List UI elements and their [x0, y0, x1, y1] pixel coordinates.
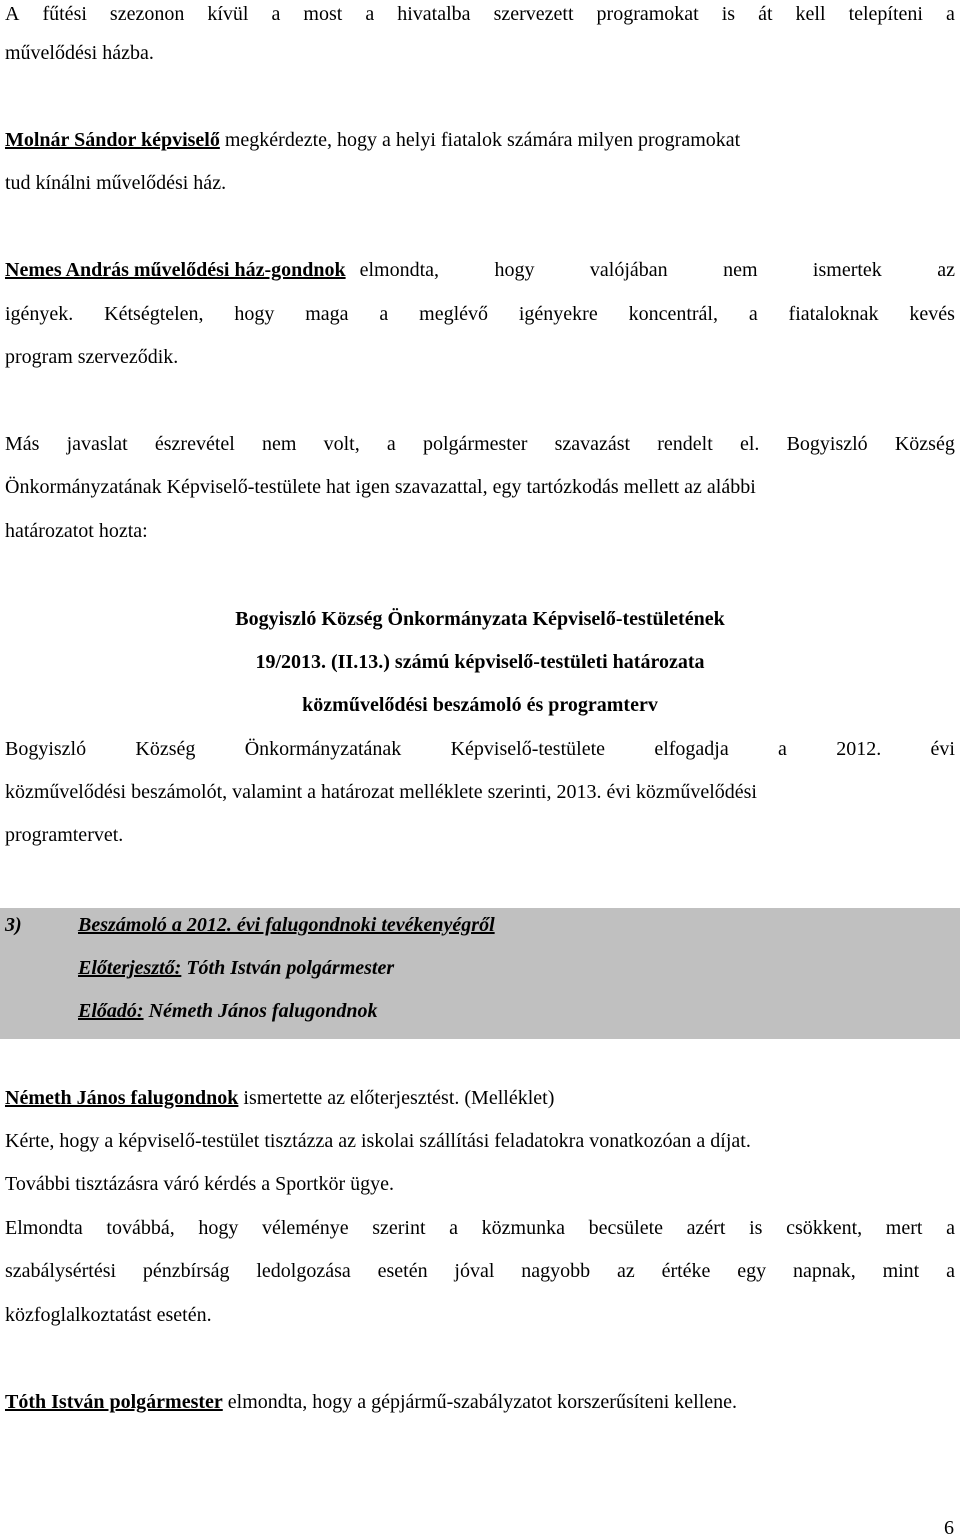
- word: a: [365, 3, 375, 25]
- resolution-line2: közművelődési beszámolót, valamint a határozat melléklete szerinti, 2013. évi közművelődési: [5, 781, 757, 803]
- p3-line1-words: [360, 258, 955, 282]
- agenda-title: Beszámoló a 2012. évi falugondnoki tevékenyégről: [78, 914, 495, 936]
- agenda-presenter: [78, 956, 394, 980]
- word: programokat: [596, 3, 699, 25]
- resolution-title-2: 19/2013. (II.13.) számú képviselő-testületi határozata: [255, 651, 705, 673]
- word: is: [721, 3, 736, 25]
- p1-line2: művelődési házba.: [5, 42, 154, 64]
- p5-line1: [5, 1086, 554, 1110]
- word: most: [303, 3, 343, 25]
- word: mert: [885, 1217, 923, 1239]
- p3-line1: [5, 258, 955, 282]
- word: egy: [737, 1260, 767, 1282]
- word: szavazást: [554, 433, 631, 455]
- word: hogy: [494, 259, 535, 281]
- word: becsülete: [588, 1217, 663, 1239]
- word: A: [5, 3, 20, 25]
- word: rendelt: [657, 433, 713, 455]
- presenter-value: Tóth István polgármester: [181, 957, 395, 979]
- p5-line2: Kérte, hogy a képviselő-testület tisztázza az iskolai szállítási feladatokra vonatkozóan a díjat.: [5, 1130, 751, 1152]
- word: koncentrál,: [628, 303, 718, 325]
- word: fiataloknak: [788, 303, 879, 325]
- word: Bogyiszló: [5, 738, 87, 760]
- word: nagyobb: [521, 1260, 591, 1282]
- word: továbbá,: [106, 1217, 175, 1239]
- p1-line1: [5, 2, 955, 26]
- p3-line2: [5, 302, 955, 326]
- p6-line1-text: elmondta, hogy a gépjármű-szabályzatot korszerűsíteni kellene.: [222, 1391, 738, 1413]
- page-number: 6: [944, 1517, 954, 1539]
- word: fűtési: [42, 3, 87, 25]
- word: évi: [930, 738, 955, 760]
- word: ismertek: [812, 259, 882, 281]
- word: maga: [305, 303, 349, 325]
- word: értéke: [661, 1260, 711, 1282]
- word: észrevétel: [154, 433, 235, 455]
- word: a: [748, 303, 758, 325]
- p5-line5: [5, 1259, 955, 1283]
- p6-line1: [5, 1390, 737, 1414]
- speaker-name: Molnár Sándor képviselő: [5, 129, 220, 151]
- word: meglévő: [419, 303, 489, 325]
- resolution-title-3: közművelődési beszámoló és programterv: [302, 694, 658, 716]
- word: a: [386, 433, 396, 455]
- word: az: [616, 1260, 635, 1282]
- word: a: [778, 738, 787, 760]
- p2-line1: [5, 128, 740, 152]
- agenda-item-box: [0, 908, 960, 1039]
- agenda-number: 3): [5, 914, 22, 936]
- word: Önkormányzatának: [244, 738, 402, 760]
- word: el.: [739, 433, 760, 455]
- speaker-name: Németh János falugondnok: [5, 1087, 239, 1109]
- word: Község: [894, 433, 955, 455]
- word: mint: [882, 1260, 920, 1282]
- word: is: [749, 1217, 763, 1239]
- word: nem: [262, 433, 297, 455]
- word: pénzbírság: [142, 1260, 230, 1282]
- resolution-line1: [5, 737, 955, 761]
- word: az: [937, 259, 955, 281]
- speaker-label: Előadó:: [78, 1000, 144, 1022]
- presenter-label: Előterjesztő:: [78, 957, 182, 979]
- word: szervezett: [493, 3, 574, 25]
- word: szerint: [372, 1217, 426, 1239]
- p4-line3: határozatot hozta:: [5, 520, 148, 542]
- word: nem: [723, 259, 758, 281]
- word: volt,: [323, 433, 360, 455]
- word: Képviselő-testülete: [450, 738, 606, 760]
- word: kevés: [909, 303, 955, 325]
- word: valójában: [589, 259, 668, 281]
- speaker-name: Tóth István polgármester: [5, 1391, 223, 1413]
- agenda-speaker: [78, 999, 378, 1023]
- word: Község: [135, 738, 196, 760]
- word: át: [758, 3, 773, 25]
- word: 2012.: [836, 738, 882, 760]
- word: szezonon: [109, 3, 185, 25]
- word: Más: [5, 433, 40, 455]
- word: elmondta,: [359, 259, 440, 281]
- word: véleménye: [261, 1217, 349, 1239]
- word: a: [449, 1217, 459, 1239]
- word: ledolgozása: [256, 1260, 351, 1282]
- word: igények.: [5, 303, 74, 325]
- p2-line1-text: megkérdezte, hogy a helyi fiatalok számára milyen programokat: [219, 129, 741, 151]
- speaker-name: Nemes András művelődési ház-gondnok: [5, 259, 346, 281]
- word: azért: [686, 1217, 726, 1239]
- word: közmunka: [481, 1217, 565, 1239]
- p5-line6: közfoglalkoztatást esetén.: [5, 1304, 212, 1326]
- word: csökkent,: [786, 1217, 863, 1239]
- p2-line2: tud kínálni művelődési ház.: [5, 172, 227, 194]
- p4-line1: [5, 432, 955, 456]
- word: a: [946, 1217, 955, 1239]
- word: telepíteni: [848, 3, 923, 25]
- word: Kétségtelen,: [104, 303, 204, 325]
- word: esetén: [377, 1260, 428, 1282]
- p3-line3: program szerveződik.: [5, 346, 179, 368]
- p4-line2: Önkormányzatának Képviselő-testülete hat igen szavazattal, egy tartózkodás mellett az alábbi: [5, 476, 756, 498]
- speaker-value: Németh János falugondnok: [143, 1000, 378, 1022]
- word: Bogyiszló: [786, 433, 868, 455]
- word: szabálysértési: [5, 1260, 117, 1282]
- word: a: [946, 1260, 955, 1282]
- word: polgármester: [422, 433, 528, 455]
- p5-line4: [5, 1216, 955, 1240]
- p5-line3: További tisztázásra váró kérdés a Sportkör ügye.: [5, 1173, 395, 1195]
- word: kívül: [207, 3, 249, 25]
- word: napnak,: [792, 1260, 856, 1282]
- word: hogy: [234, 303, 275, 325]
- p5-line1-text: ismertette az előterjesztést. (Melléklet): [238, 1087, 555, 1109]
- word: a: [271, 3, 281, 25]
- word: hogy: [198, 1217, 239, 1239]
- word: a: [946, 3, 955, 25]
- word: elfogadja: [654, 738, 729, 760]
- word: kell: [795, 3, 826, 25]
- word: jóval: [454, 1260, 495, 1282]
- word: javaslat: [66, 433, 128, 455]
- word: Elmondta: [5, 1217, 83, 1239]
- word: a: [379, 303, 389, 325]
- resolution-line3: programtervet.: [5, 824, 124, 846]
- word: igényekre: [518, 303, 598, 325]
- resolution-title-1: Bogyiszló Község Önkormányzata Képviselő-testületének: [235, 608, 725, 630]
- word: hivatalba: [397, 3, 471, 25]
